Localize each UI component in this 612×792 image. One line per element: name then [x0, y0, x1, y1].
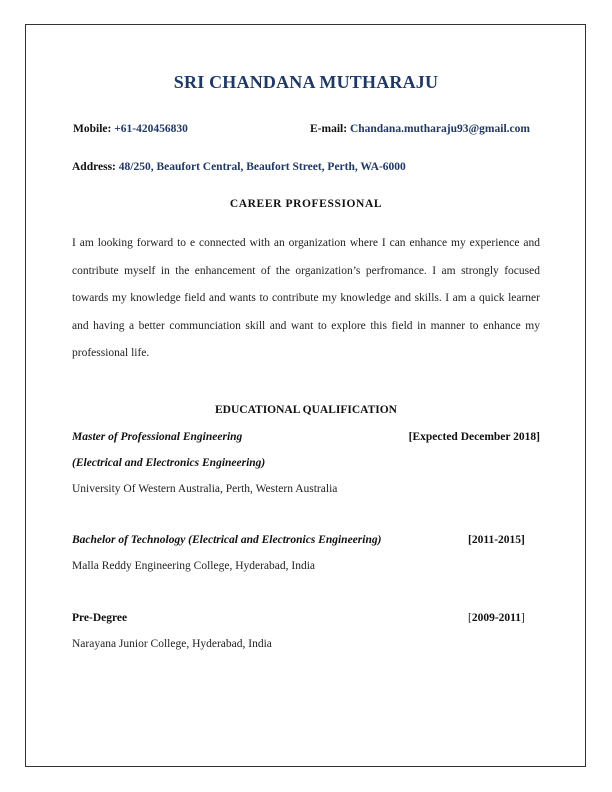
- career-summary: I am looking forward to e connected with an organization where I can enhance my experience and contribute myself in the enhancement of the organization’s perfromance. I am strongly focused towards my knowledge field and wants to contribute my knowledge and skills. I am a quick learner and having a better communciation skill and want to explore this field in manner to enhance my professional life.: [72, 237, 540, 360]
- address-line: [72, 161, 406, 173]
- career-heading: CAREER PROFESSIONAL: [229, 198, 383, 210]
- mobile-value[interactable]: +61-420456830: [114, 123, 188, 135]
- education-degree: Bachelor of Technology (Electrical and Electronics Engineering): [72, 534, 382, 546]
- education-specialization: (Electrical and Electronics Engineering): [72, 457, 266, 469]
- mobile-label: Mobile:: [73, 123, 112, 135]
- education-period: [468, 612, 525, 624]
- period-years: 2009-2011: [471, 612, 522, 624]
- mobile-line: [73, 123, 188, 135]
- education-institution: University Of Western Australia, Perth, Western Australia: [72, 483, 338, 495]
- education-period: [Expected December 2018]: [408, 431, 540, 443]
- address-label: Address:: [72, 161, 116, 173]
- email-line: [310, 123, 530, 135]
- period-bracket-close: ]: [521, 612, 525, 624]
- education-degree: Master of Professional Engineering: [72, 431, 243, 443]
- education-institution: Narayana Junior College, Hyderabad, India: [72, 638, 272, 650]
- email-value[interactable]: Chandana.mutharaju93@gmail.com: [349, 123, 530, 135]
- candidate-name: SRI CHANDANA MUTHARAJU: [173, 72, 439, 92]
- page-border: [25, 24, 586, 767]
- address-value: 48/250, Beaufort Central, Beaufort Street, Perth, WA-6000: [118, 161, 406, 173]
- education-period: [2011-2015]: [468, 534, 525, 546]
- education-institution: Malla Reddy Engineering College, Hyderabad, India: [72, 560, 316, 572]
- email-label: E-mail:: [310, 123, 348, 135]
- period-bracket-open: [: [468, 612, 472, 624]
- education-heading: EDUCATIONAL QUALIFICATION: [214, 404, 397, 416]
- education-degree: Pre-Degree: [72, 612, 128, 624]
